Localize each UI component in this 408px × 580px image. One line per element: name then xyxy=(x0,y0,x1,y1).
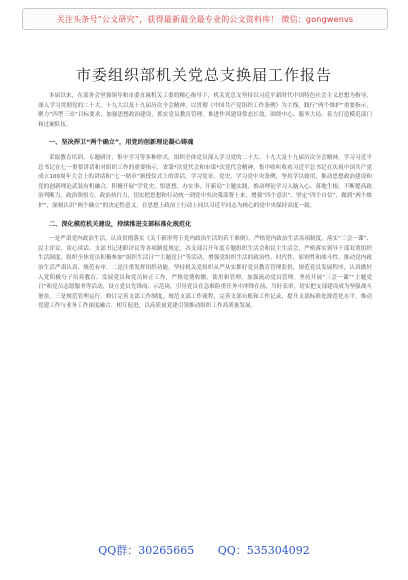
document-title: 市委组织部机关党总支换届工作报告 xyxy=(75,66,332,84)
section-heading: 一、坚决捍卫“两个确立”，用党的创新理论凝心铸魂 xyxy=(49,139,194,147)
section-heading: 二、深化模范机关建设，持续推进支部标准化规范化 xyxy=(49,220,192,228)
promo-banner: 关注头条号“公文研究”，获得最新最全最专业的公文资料库！ 微信：gongwenvs xyxy=(22,8,388,30)
document-body xyxy=(38,92,372,312)
body-paragraph: 采取教育培训、专题研讨、集中学习等多种形式，组织全体党员深入学习党的二十大、十九大及十九届历次全会精神，学习习近平总书记在七一重要讲话和对组织工作的重要指示，省第*次党代会和市第*次党代会精神，集中收听收看习近平总书记在庆祝中国共产党成立100周年大会上的讲话和“七一勋章”颁授仪式上的讲话，学习党章、党史、学习党中央条例，坚持学以致用，推动思想政治建设和党的创新理论武装有机融合，积极开展“学党史、悟思想、办实事、开新局”主题实践，推动理论学习入脑入心、落地生根，不断提高政治判断力、政治领悟力、政治执行力，切实把思想和行动统一到党中央决策部署上来，增强“四个意识”、坚定“四个自信”、做到“两个维护”，深刻认识“两个确立”的决定性意义，在思想上政治上行动上同以习近平同志为核心的党中央保持高度一致。 xyxy=(38,154,372,209)
qq-group: QQ群：30265665 xyxy=(98,544,195,557)
qq-number: QQ：535304092 xyxy=(217,544,310,557)
body-paragraph: 一是严肃党内政治生活。认真贯彻落实《关于新形势下党内政治生活的若干准则》，严格党内政治生活各项制度，落实“三会一课”、民主评议、谈心谈话、支部书记述职评议等各项制度规定。各支部召开年度专题组织生活会和民主生活会，严格落实领导干部双重组织生活制度。组织全体党员积极参加“组织生活日”“主题党日”等活动，增强党组织生活的政治性、时代性、原则性和战斗性，推动党内政治生活严肃认真、规范有序。二是注重发挥组织功能。坚持机关党组织从严从实抓好党员教育管理监督，规范党员发展程序，认真做好入党积极分子培养教育、发展党员和党员转正工作，严格党费收缴、使用和管理，加强流动党员管理。坚持开展“三会一课”“主题党日”和党员志愿服务等活动，设立党员先锋岗、示范岗，引导党员在急难险重任务中冲锋在前、当好表率，切实把支部建设成为坚强战斗堡垒。三是规范管理运行。修订完善支部工作制度，规范支部工作流程，完善支部台账和工作记录，提升支部标准化规范化水平，推动党建工作与业务工作深度融合、相互促进，以高质量党建引领推动组织工作高质量发展。 xyxy=(38,236,372,310)
intro-paragraph: 本届以来，在部务会坚强领导和市委直属机关工委的精心指导下，机关党总支坚持以习近平新时代中国特色社会主义思想为指导，深入学习贯彻党的二十大、十九大以及十九届历次全会精神，以贯彻《中国共产党组织工作条例》为主线，践行“两个维护”重要指示，聚力“四型三出”目标要求，加强思想政治建设，抓实党员教育管理，推进作风建设常态长效，围绕中心、服务大局，着力打造模范部门和过硬队伍。 xyxy=(38,93,372,128)
footer-contact xyxy=(0,542,408,558)
